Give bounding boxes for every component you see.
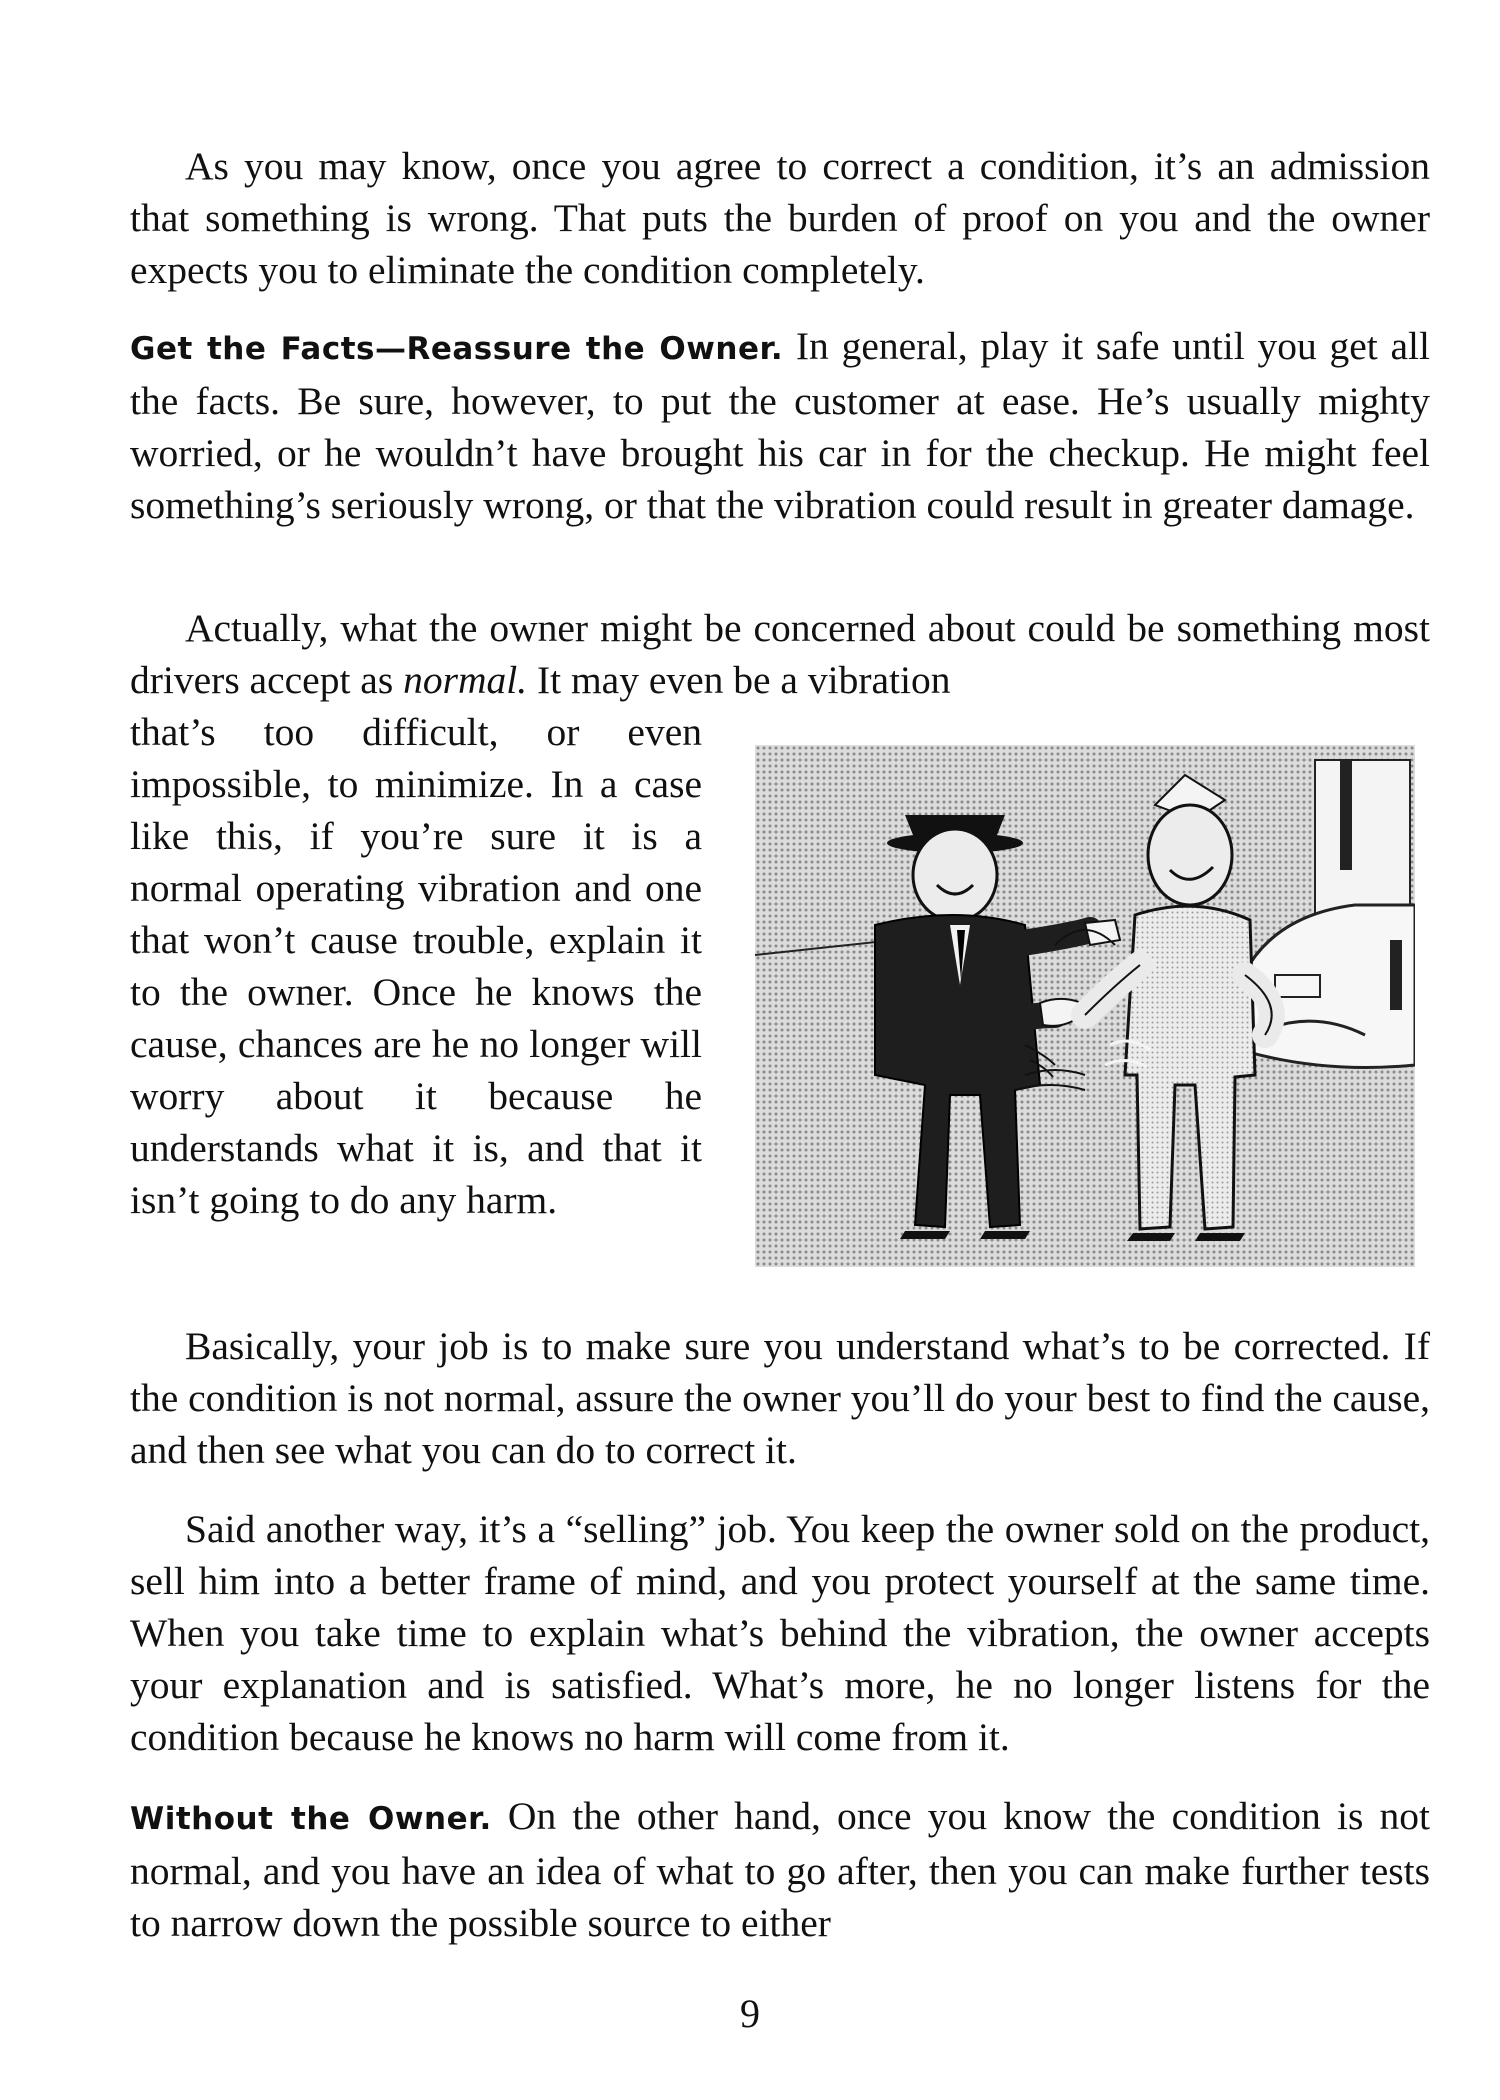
paragraph-3 [130, 602, 1430, 706]
paragraph-1: As you may know, once you agree to correct a condition, it’s an admission that something is wrong. That puts the burden of proof on you and the owner expects you to eliminate the condition completely. [130, 144, 1430, 292]
paragraph-4: Basically, your job is to make sure you understand what’s to be corrected. If the condition is not normal, assure the owner you’ll do your best to find the cause, and then see what you can do to correct it. [130, 1324, 1430, 1472]
paragraph-2 [130, 320, 1430, 531]
handshake-illustration [755, 745, 1415, 1267]
paragraph-3-start: Actually, what the owner might be concerned about could be something most drivers accept as [130, 606, 1430, 702]
page-number: 9 [740, 1991, 760, 2036]
paragraph-2-text: In general, play it safe until you get all the facts. Be sure, however, to put the customer at ease. He’s usually mighty worried, or he wouldn’t have brought his car in for the checkup. He might feel something’s seriously wrong, or that the vibration could result in greater damage. [130, 324, 1430, 527]
paragraph-3-end: It may even be a vibration [527, 658, 951, 702]
section-heading-without-the-owner: Without the Owner. [130, 1801, 492, 1837]
section-heading-get-the-facts: Get the Facts—Reassure the Owner. [130, 331, 784, 367]
paragraph-3-emphasis: normal. [403, 658, 528, 702]
paragraph-5: Said another way, it’s a “selling” job. You keep the owner sold on the product, sell him into a better frame of mind, and you protect yourself at the same time. When you take time to explain what’s behind the vibration, the owner accepts your explanation and is satisfied. What’s more, he no longer listens for the condition because he knows no harm will come from it. [130, 1507, 1430, 1759]
paragraph-3-wrapped-text: that’s too difficult, or even impossible, to minimize. In a case like this, if you’re sure it is a normal operating vibration and one that won’t cause trouble, explain it to the owner. Once he knows the cause, chances are he no longer will worry about it because he understands what it is, and that it isn’t going to do any harm. [130, 710, 702, 1222]
paragraph-6-text: On the other hand, once you know the condition is not normal, and you have an idea of what to go after, then you can make further tests to narrow down the possible source to either [130, 1794, 1430, 1945]
paragraph-6 [130, 1790, 1430, 1949]
